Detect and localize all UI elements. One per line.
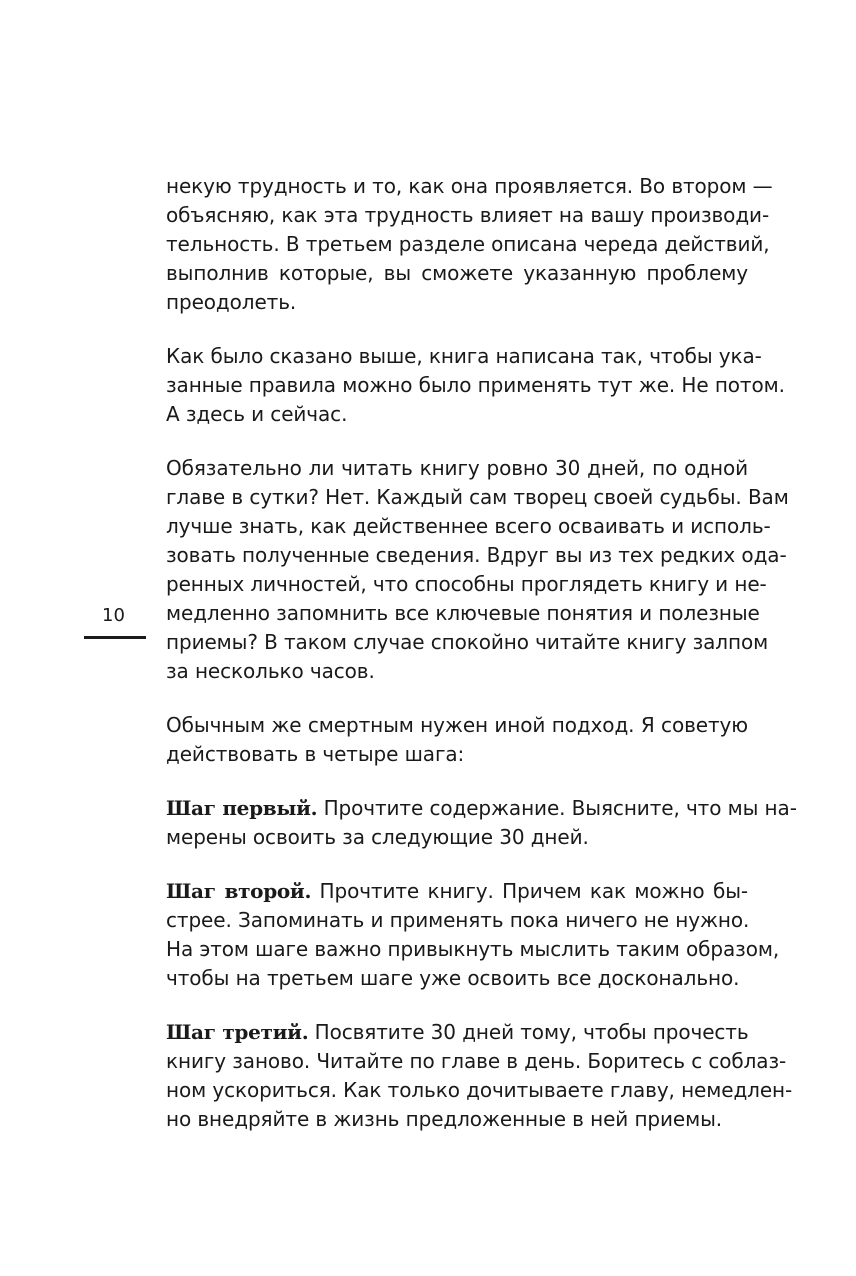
page-number: 10	[102, 605, 125, 626]
body-text	[166, 172, 797, 1159]
step-text: Прочтите книгу. Причем как можно бы-	[311, 879, 749, 903]
text-line: чтобы на третьем шаге уже освоить все досконально.	[166, 966, 740, 990]
text-line: преодолеть.	[166, 290, 297, 314]
step-label: Шаг третий.	[166, 1020, 309, 1044]
paragraph-2	[166, 342, 785, 429]
text-line: тельность. В третьем разделе описана череда действий,	[166, 232, 770, 256]
text-line: за несколько часов.	[166, 659, 375, 683]
paragraph-1	[166, 172, 773, 317]
text-line: главе в сутки? Нет. Каждый сам творец своей судьбы. Вам	[166, 485, 789, 509]
text-line: объясняю, как эта трудность влияет на вашу производи-	[166, 203, 770, 227]
text-line: А здесь и сейчас.	[166, 402, 348, 426]
text-line: действовать в четыре шага:	[166, 742, 465, 766]
step-text: Посвятите 30 дней тому, чтобы прочесть	[308, 1020, 749, 1044]
text-line: Как было сказано выше, книга написана так, чтобы ука-	[166, 344, 762, 368]
step-3	[166, 1018, 793, 1134]
text-line: Обычным же смертным нужен иной подход. Я советую	[166, 713, 748, 737]
text-line: приемы? В таком случае спокойно читайте книгу залпом	[166, 630, 769, 654]
paragraph-3	[166, 454, 789, 686]
text-line: ном ускориться. Как только дочитываете главу, немедлен-	[166, 1078, 793, 1102]
paragraph-4	[166, 711, 748, 769]
text-line: лучше знать, как действеннее всего осваивать и исполь-	[166, 514, 771, 538]
text-line: но внедряйте в жизнь предложенные в ней приемы.	[166, 1107, 723, 1131]
text-line: занные правила можно было применять тут же. Не потом.	[166, 373, 785, 397]
step-first-line	[166, 877, 748, 906]
text-line: стрее. Запоминать и применять пока ничего не нужно.	[166, 908, 750, 932]
step-label: Шаг второй.	[166, 879, 312, 903]
text-line: медленно запомнить все ключевые понятия и полезные	[166, 601, 760, 625]
step-first-line	[166, 794, 797, 823]
step-1	[166, 794, 797, 852]
step-label: Шаг первый.	[166, 796, 318, 820]
page-number-rule	[84, 636, 146, 639]
step-2	[166, 877, 780, 993]
step-text: Прочтите содержание. Выясните, что мы на-	[317, 796, 797, 820]
text-line: На этом шаге важно привыкнуть мыслить таким образом,	[166, 937, 780, 961]
text-line: ренных личностей, что способны проглядеть книгу и не-	[166, 572, 767, 596]
text-line: книгу заново. Читайте по главе в день. Боритесь с соблаз-	[166, 1049, 787, 1073]
text-line: некую трудность и то, как она проявляется. Во втором —	[166, 174, 773, 198]
text-line: мерены освоить за следующие 30 дней.	[166, 825, 589, 849]
text-line: Обязательно ли читать книгу ровно 30 дней, по одной	[166, 456, 748, 480]
text-line: зовать полученные сведения. Вдруг вы из тех редких ода-	[166, 543, 787, 567]
text-line: выполнив которые, вы сможете указанную проблему	[166, 261, 748, 285]
step-first-line	[166, 1018, 748, 1047]
